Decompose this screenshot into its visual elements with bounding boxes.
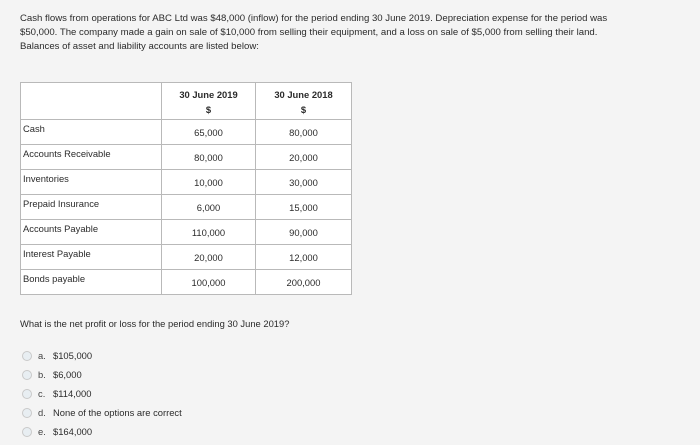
option-text: $114,000 [53,388,92,399]
table-row [21,145,352,170]
row-label [21,145,162,170]
column-title: 30 June 2018 [274,89,333,100]
table-row [21,195,352,220]
radio-button-icon[interactable] [22,408,32,418]
balances-table [20,82,352,295]
option-text: $105,000 [53,350,93,361]
option-text: None of the options are correct [53,407,182,418]
table-header-row [21,83,352,120]
column-title: 30 June 2019 [179,89,238,100]
radio-button-icon[interactable] [22,351,32,361]
value-2018: 15,000 [256,195,352,220]
row-label-text: Accounts Receivable [23,148,111,159]
row-label-text: Interest Payable [23,248,91,259]
column-unit: $ [205,104,212,115]
question-line: Cash flows from operations for ABC Ltd was $48,000 (inflow) for the period ending 30 June 2019. Depreciation expense for the period was [20,13,608,24]
option-letter: a. [38,350,46,361]
value-2019: 20,000 [162,245,256,270]
row-label [21,220,162,245]
column-unit: $ [300,104,307,115]
row-label-text: Bonds payable [23,273,86,284]
answer-option-e[interactable] [22,422,182,441]
table-row [21,220,352,245]
answer-option-d[interactable] [22,403,182,422]
column-header-2019 [162,83,256,120]
value-2019: 80,000 [162,145,256,170]
option-letter: e. [38,426,46,437]
question-line: Balances of asset and liability accounts are listed below: [20,41,259,52]
row-label-text: Inventories [23,173,69,184]
row-label-text: Cash [23,123,45,134]
value-2019: 6,000 [162,195,256,220]
option-text: $6,000 [53,369,82,380]
answer-option-c[interactable] [22,384,182,403]
option-letter: c. [38,388,46,399]
value-2019: 100,000 [162,270,256,295]
table-row [21,245,352,270]
value-2019: 65,000 [162,120,256,145]
value-2018: 30,000 [256,170,352,195]
blank-header-cell [21,83,162,120]
row-label [21,245,162,270]
table-row [21,120,352,145]
row-label [21,120,162,145]
row-label [21,195,162,220]
row-label-text: Prepaid Insurance [23,198,100,209]
row-label-text: Accounts Payable [23,223,99,234]
answer-option-a[interactable] [22,346,182,365]
radio-button-icon[interactable] [22,427,32,437]
answer-options [22,346,182,441]
answer-option-b[interactable] [22,365,182,384]
row-label [21,170,162,195]
value-2019: 10,000 [162,170,256,195]
table-row [21,170,352,195]
column-header-2018 [256,83,352,120]
table-row [21,270,352,295]
value-2018: 200,000 [256,270,352,295]
option-letter: b. [38,369,46,380]
question-text [20,12,690,54]
value-2018: 80,000 [256,120,352,145]
value-2018: 12,000 [256,245,352,270]
question-line: $50,000. The company made a gain on sale of $10,000 from selling their equipment, and a loss on sale of $5,000 from selling their land. [20,27,598,38]
value-2019: 110,000 [162,220,256,245]
option-text: $164,000 [53,426,93,437]
row-label [21,270,162,295]
value-2018: 20,000 [256,145,352,170]
question-prompt: What is the net profit or loss for the period ending 30 June 2019? [20,318,290,329]
value-2018: 90,000 [256,220,352,245]
radio-button-icon[interactable] [22,389,32,399]
option-letter: d. [38,407,46,418]
radio-button-icon[interactable] [22,370,32,380]
